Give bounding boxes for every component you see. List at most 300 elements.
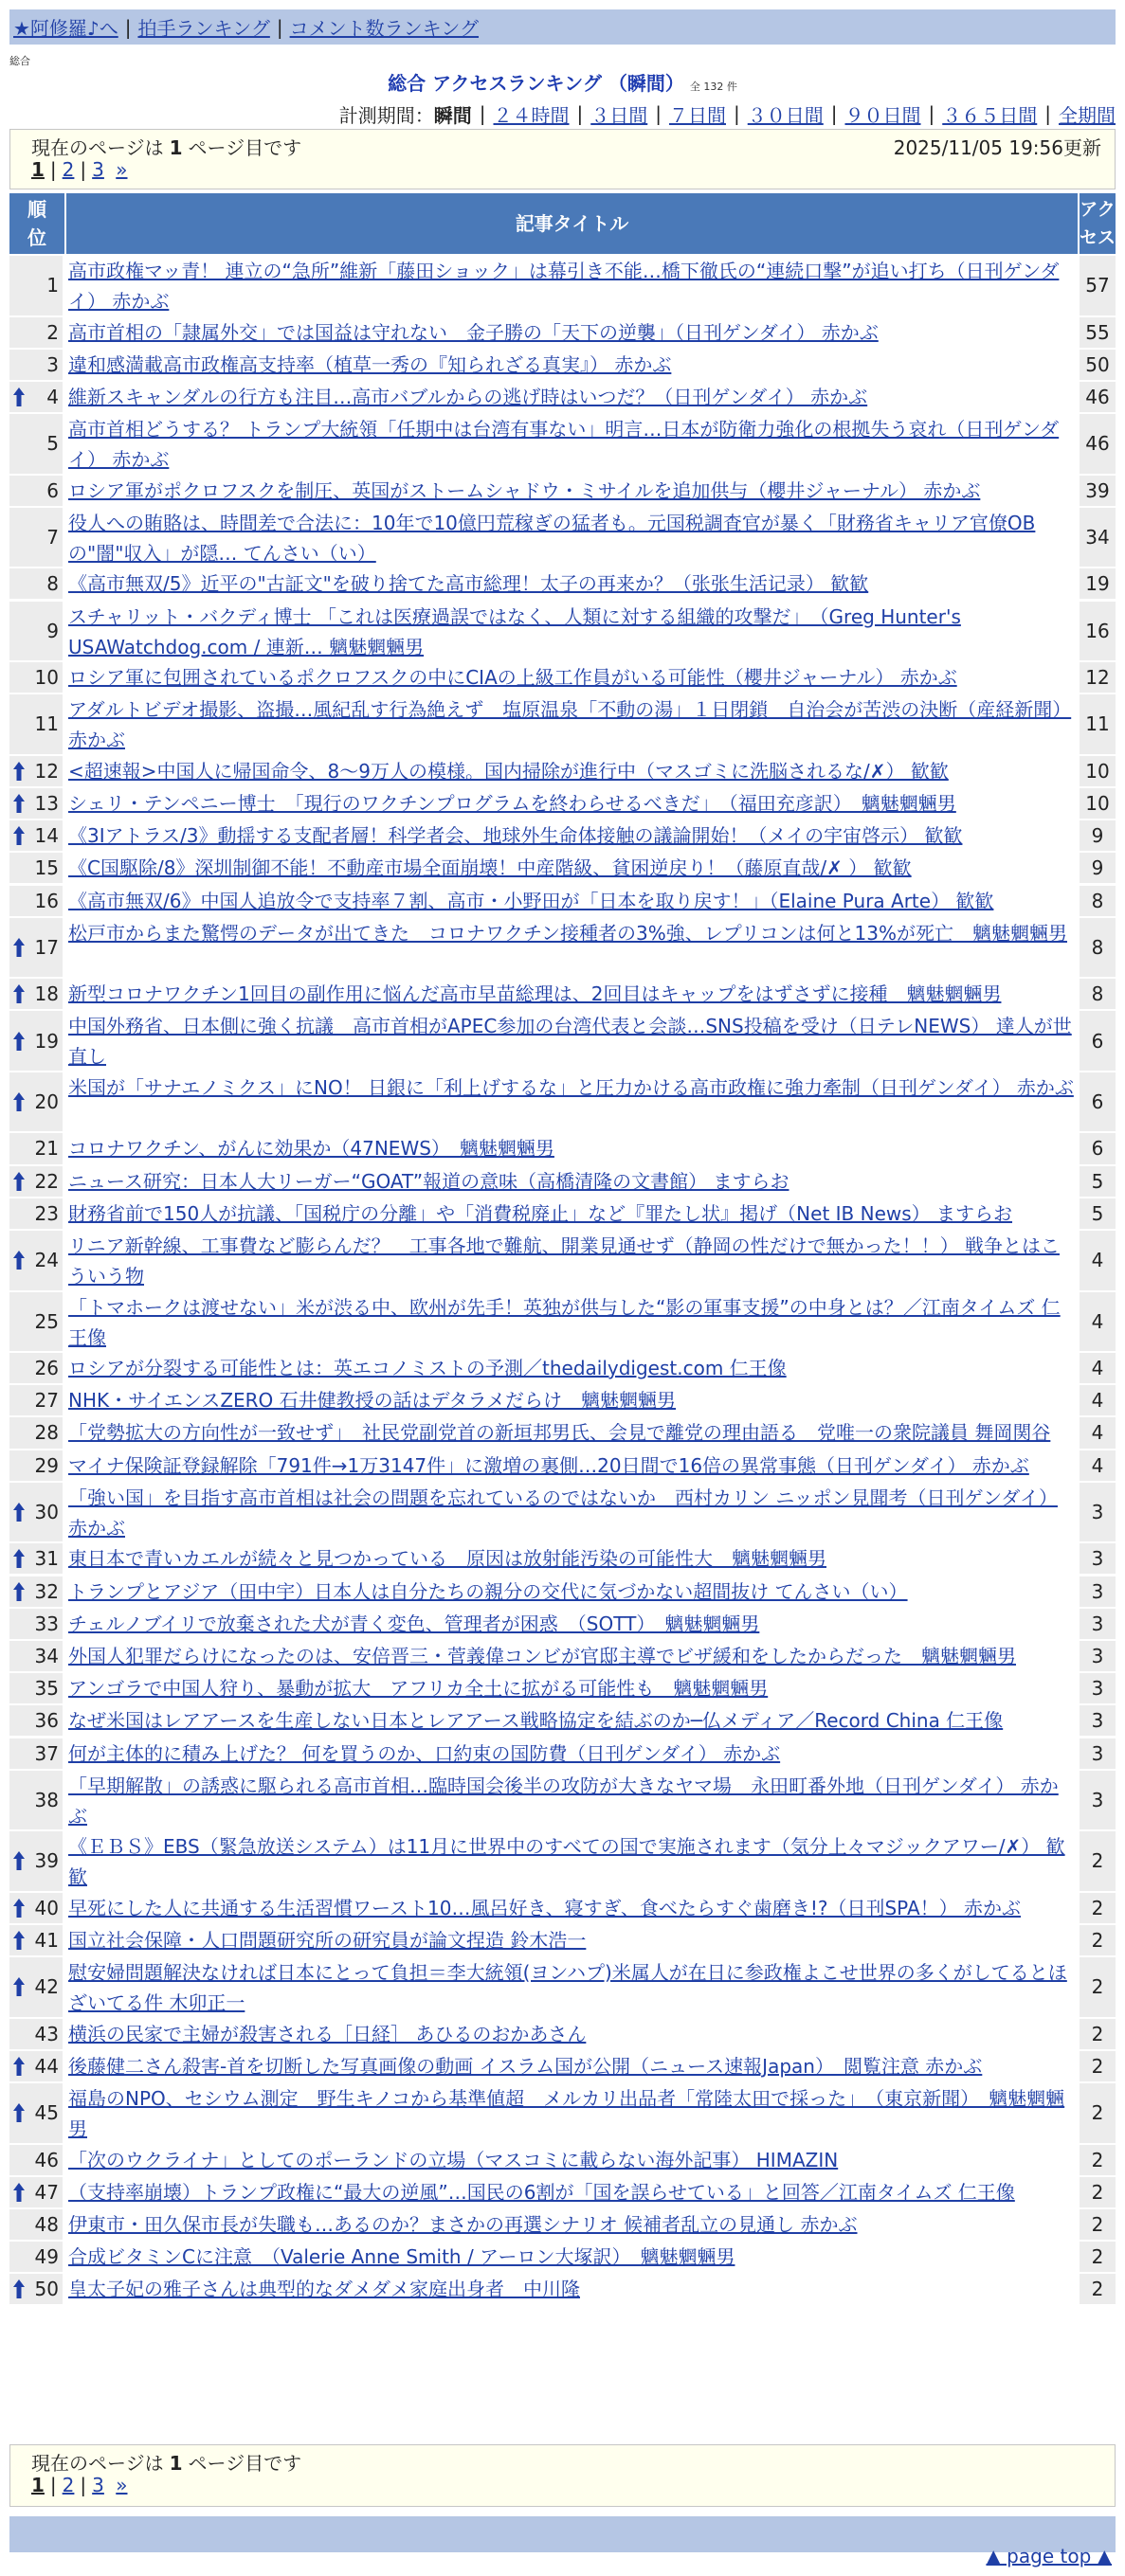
access-count: 9 <box>1091 824 1104 848</box>
period-link[interactable]: ２４時間 <box>493 103 570 127</box>
access-count-cell <box>1080 1231 1116 1290</box>
access-count-cell <box>1080 1925 1116 1955</box>
article-link[interactable]: 《3Iアトラス/3》動揺する支配者層！科学者会、地球外生命体接触の議論開始！（メイの宇宙啓示） 歓歓 <box>68 824 963 848</box>
article-link[interactable]: マイナ保険証登録解除「791件→1万3147件」に激増の裏側…20日間で16倍の異常事態（日刊ゲンダイ） 赤かぶ <box>68 1453 1029 1477</box>
article-link[interactable]: 「次のウクライナ」としてのポーランドの立場（マスコミに載らない海外記事） HIMAZIN <box>68 2148 839 2171</box>
table-row <box>9 1231 1116 1290</box>
rank-cell <box>9 1738 64 1769</box>
title-cell <box>66 1385 1078 1415</box>
article-link[interactable]: 中国外務省、日本側に強く抗議 高市首相がAPEC参加の台湾代表と会談…SNS投稿を受け（日テレNEWS） 達人が世直し <box>68 1015 1072 1069</box>
rank-number: 47 <box>34 2180 59 2204</box>
table-row <box>9 788 1116 819</box>
period-link[interactable]: ９０日間 <box>844 103 921 127</box>
access-count: 2 <box>1091 2148 1104 2171</box>
access-count: 2 <box>1091 2054 1104 2078</box>
rank-cell <box>9 2145 64 2175</box>
article-link[interactable]: 高市首相どうする？ トランプ大統領「任期中は台湾有事ない」明言…日本が防衛力強化の根拠失う哀れ（日刊ゲンダイ） 赤かぶ <box>68 418 1060 472</box>
title-cell <box>66 2274 1078 2304</box>
article-link[interactable]: 財務省前で150人が抗議、「国税庁の分離」や「消費税廃止」など『罪たし状』掲げ（Net IB News） ますらお <box>68 1201 1013 1225</box>
access-count-cell <box>1080 2274 1116 2304</box>
table-row <box>9 1641 1116 1671</box>
title-cell <box>66 1231 1078 1290</box>
period-separator: | <box>734 102 740 125</box>
article-link[interactable]: アンゴラで中国人狩り、暴動が拡大 アフリカ全土に拡がる可能性も 魑魅魍魎男 <box>68 1677 769 1701</box>
title-cell <box>66 979 1078 1009</box>
access-count: 46 <box>1085 385 1110 408</box>
rank-cell <box>9 1771 64 1830</box>
rank-cell <box>9 2177 64 2207</box>
rank-cell <box>9 350 64 380</box>
access-count-cell <box>1080 1576 1116 1607</box>
rank-number: 19 <box>34 1029 59 1053</box>
rank-number: 8 <box>46 572 59 596</box>
article-link[interactable]: 横浜の民家で主婦が殺害される［日経］ あひるのおかあさん <box>68 2022 587 2045</box>
rank-number: 35 <box>34 1677 59 1701</box>
title-cell <box>66 1011 1078 1071</box>
rank-up-arrow-icon <box>12 983 26 1004</box>
rank-cell <box>9 317 64 348</box>
table-row <box>9 979 1116 1009</box>
table-row <box>9 1198 1116 1229</box>
period-separator: | <box>479 102 486 125</box>
access-count-cell <box>1080 2177 1116 2207</box>
rank-number: 33 <box>34 1612 59 1635</box>
access-count-cell <box>1080 1641 1116 1671</box>
rank-up-arrow-icon <box>12 793 26 814</box>
article-link[interactable]: 松戸市からまた驚愕のデータが出てきた コロナワクチン接種者の3%強、レプリコンは何と13%が死亡 魑魅魍魎男 <box>68 921 1067 945</box>
rank-cell <box>9 1641 64 1671</box>
rank-number: 29 <box>34 1453 59 1477</box>
rank-cell <box>9 1831 64 1891</box>
page-info-bottom <box>9 2444 1116 2507</box>
rank-up-arrow-icon <box>12 1171 26 1192</box>
home-link[interactable]: ★阿修羅♪へ <box>13 17 118 40</box>
rank-cell <box>9 853 64 883</box>
column-header-access <box>1080 193 1116 254</box>
page-status-suffix: ページ目です <box>188 2452 302 2475</box>
period-separator: | <box>655 102 662 125</box>
clap-ranking-link[interactable]: 拍手ランキング <box>137 17 270 40</box>
table-row <box>9 476 1116 506</box>
rank-up-arrow-icon <box>12 1250 26 1270</box>
title-cell <box>66 756 1078 786</box>
article-link[interactable]: 維新スキャンダルの行方も注目…高市バブルからの逃げ時はいつだ？（日刊ゲンダイ） 赤かぶ <box>68 385 868 408</box>
access-count-cell <box>1080 1166 1116 1197</box>
table-row <box>9 886 1116 916</box>
rank-up-arrow-icon <box>12 1091 26 1112</box>
rank-number: 6 <box>46 478 59 502</box>
access-count: 2 <box>1091 1896 1104 1919</box>
rank-up-arrow-icon <box>12 2102 26 2123</box>
pagination-page-3[interactable]: 3 <box>92 158 104 181</box>
rank-number: 36 <box>34 1709 59 1733</box>
rank-cell <box>9 1231 64 1290</box>
title-cell <box>66 1483 1078 1542</box>
rank-cell <box>9 886 64 916</box>
title-cell <box>66 1673 1078 1703</box>
article-link[interactable]: 高市政権マッ青！ 連立の“急所”維新「藤田ショック」は幕引き不能…橋下徹氏の“連続口撃”が追い打ち（日刊ゲンダイ） 赤かぶ <box>68 260 1060 313</box>
period-link[interactable]: ３６５日間 <box>942 103 1038 127</box>
rank-number: 22 <box>34 1169 59 1193</box>
rank-up-arrow-icon <box>12 825 26 846</box>
table-row <box>9 414 1116 474</box>
period-link[interactable]: ３日間 <box>590 103 648 127</box>
title-cell <box>66 2209 1078 2240</box>
access-count: 2 <box>1091 2022 1104 2045</box>
rank-cell <box>9 382 64 412</box>
rank-number: 28 <box>34 1421 59 1445</box>
access-count-cell <box>1080 1673 1116 1703</box>
access-count: 2 <box>1091 2180 1104 2204</box>
access-count: 4 <box>1091 1309 1104 1333</box>
rank-cell <box>9 508 64 567</box>
access-count: 11 <box>1085 712 1110 736</box>
article-link[interactable]: 国立社会保障・人口問題研究所の研究員が論文捏造 鈴木浩一 <box>68 1928 587 1952</box>
article-link[interactable]: 早死にした人に共通する生活習慣ワースト10…風呂好き、寝すぎ、食べたらすぐ歯磨き!?（日刊SPA！） 赤かぶ <box>68 1896 1021 1919</box>
access-count: 3 <box>1091 1612 1104 1635</box>
table-row <box>9 1705 1116 1736</box>
rank-cell <box>9 1011 64 1071</box>
access-count: 19 <box>1085 572 1110 596</box>
access-count: 4 <box>1091 1421 1104 1445</box>
period-separator: | <box>1044 102 1051 125</box>
rank-number: 24 <box>34 1249 59 1272</box>
article-link[interactable]: 外国人犯罪だらけになったのは、安倍晋三・菅義偉コンビが官邸主導でビザ緩和をしたからだった 魑魅魍魎男 <box>68 1644 1016 1667</box>
access-count-cell <box>1080 350 1116 380</box>
access-count-cell <box>1080 662 1116 693</box>
table-row <box>9 1417 1116 1448</box>
rank-up-arrow-icon <box>12 1502 26 1522</box>
table-row <box>9 1072 1116 1132</box>
access-count-cell <box>1080 1353 1116 1383</box>
rank-cell <box>9 2019 64 2049</box>
article-link[interactable]: トランプとアジア（田中宇）日本人は自分たちの親分の交代に気づかない超間抜け てんさい（い） <box>68 1579 908 1603</box>
table-row <box>9 1738 1116 1769</box>
pagination-page-2[interactable]: 2 <box>62 158 75 181</box>
rank-up-arrow-icon <box>12 2182 26 2203</box>
rank-cell <box>9 1483 64 1542</box>
table-row <box>9 2177 1116 2207</box>
rank-number: 30 <box>34 1501 59 1524</box>
access-count: 2 <box>1091 2278 1104 2301</box>
access-count-cell <box>1080 1483 1116 1542</box>
pagination-page-2[interactable]: 2 <box>62 2474 75 2496</box>
access-count-cell <box>1080 414 1116 474</box>
title-cell <box>66 1705 1078 1736</box>
table-row <box>9 820 1116 851</box>
access-count-cell <box>1080 1957 1116 2017</box>
title-cell <box>66 2242 1078 2272</box>
page-status-number: 1 <box>169 136 183 159</box>
table-row <box>9 662 1116 693</box>
rank-number: 48 <box>34 2212 59 2236</box>
article-link[interactable]: 「トマホークは渡せない」米が渋る中、欧州が先手！英独が供与した“影の軍事支援”の中身とは？／江南タイムズ 仁王像 <box>68 1295 1061 1349</box>
table-row <box>9 317 1116 348</box>
rank-cell <box>9 1385 64 1415</box>
column-header-access-line2: セス <box>1080 227 1116 248</box>
access-count-cell <box>1080 382 1116 412</box>
access-count-cell <box>1080 1771 1116 1830</box>
article-link[interactable]: 「強い国」を目指す高市首相は社会の問題を忘れているのではないか 西村カリン ニッポン見聞考（日刊ゲンダイ） 赤かぶ <box>68 1486 1058 1540</box>
column-header-access-line1: アク <box>1080 199 1116 220</box>
rank-cell <box>9 1705 64 1736</box>
pagination-separator: | <box>49 2474 57 2496</box>
access-count-cell <box>1080 1738 1116 1769</box>
table-row <box>9 918 1116 978</box>
article-link[interactable]: 《高市無双/6》中国人追放令で支持率７割、高市・小野田が「日本を取り戻す！」（Elaine Pura Arte） 歓歓 <box>68 889 994 912</box>
access-count: 57 <box>1085 274 1110 297</box>
access-count: 2 <box>1091 1928 1104 1952</box>
rank-cell <box>9 602 64 661</box>
rank-cell <box>9 1133 64 1163</box>
access-count: 2 <box>1091 1849 1104 1873</box>
pagination-next[interactable]: » <box>116 158 128 181</box>
rank-up-arrow-icon <box>12 1548 26 1569</box>
access-count: 10 <box>1085 791 1110 815</box>
access-count: 3 <box>1091 1547 1104 1571</box>
access-count-cell <box>1080 476 1116 506</box>
title-cell <box>66 2019 1078 2049</box>
article-link[interactable]: 米国が「サナエノミクス」にNO！ 日銀に「利上げするな」と圧力かける高市政権に強力牽制（日刊ゲンダイ） 赤かぶ <box>68 1075 1074 1099</box>
article-link[interactable]: 《高市無双/5》近平の"古証文"を破り捨てた高市総理！太子の再来か？（张张生活记录） 歓歓 <box>68 572 869 596</box>
rank-number: 42 <box>34 1975 59 1999</box>
rank-cell <box>9 1893 64 1923</box>
article-link[interactable]: ロシアが分裂する可能性とは：英エコノミストの予測／thedailydigest.com 仁王像 <box>68 1357 787 1379</box>
access-count: 8 <box>1091 935 1104 959</box>
access-count-cell <box>1080 694 1116 754</box>
article-link[interactable]: 違和感満載高市政権高支持率（植草一秀の『知られざる真実』） 赤かぶ <box>68 352 672 376</box>
article-link[interactable]: 《ＥＢＳ》EBS（緊急放送システム）は11月に世界中のすべての国で実施されます（気分上々マジックアワー/✗） 歓歓 <box>68 1835 1065 1889</box>
title-cell <box>66 1292 1078 1352</box>
article-link[interactable]: 何が主体的に積み上げた？ 何を買うのか、口約束の国防費（日刊ゲンダイ） 赤かぶ <box>68 1741 781 1765</box>
comment-ranking-link[interactable]: コメント数ランキング <box>289 17 480 40</box>
pagination-page-3[interactable]: 3 <box>92 2474 104 2496</box>
rank-cell <box>9 568 64 599</box>
article-link[interactable]: なぜ米国はレアアースを生産しない日本とレアアース戦略協定を結ぶのか─仏メディア／Record China 仁王像 <box>68 1709 1004 1733</box>
access-count-cell <box>1080 1450 1116 1481</box>
access-count: 6 <box>1091 1137 1104 1161</box>
article-link[interactable]: 合成ビタミンCに注意 （Valerie Anne Smith / アーロン大塚訳） 魑魅魍魎男 <box>68 2245 735 2269</box>
rank-number: 1 <box>46 274 59 297</box>
access-count-cell <box>1080 568 1116 599</box>
access-count-cell <box>1080 853 1116 883</box>
rank-up-arrow-icon <box>12 2056 26 2077</box>
article-link[interactable]: リニア新幹線、工事費など膨らんだ？ 工事各地で難航、開業見通せず（静岡の性だけで無かった！！） 戦争とはこういう物 <box>68 1234 1060 1288</box>
article-link[interactable]: 「党勢拡大の方向性が一致せず」 社民党副党首の新垣邦男氏、会見で離党の理由語る 党唯一の衆院議員 舞岡関谷 <box>68 1421 1051 1445</box>
article-link[interactable]: コロナワクチン、がんに効果か（47NEWS） 魑魅魍魎男 <box>68 1137 554 1161</box>
access-count-cell <box>1080 918 1116 978</box>
table-row <box>9 1133 1116 1163</box>
table-row <box>9 1609 1116 1639</box>
rank-cell <box>9 1576 64 1607</box>
rank-up-arrow-icon <box>12 1581 26 1602</box>
rank-cell <box>9 756 64 786</box>
title-cell <box>66 350 1078 380</box>
nav-separator: | <box>276 15 283 39</box>
period-link[interactable]: 全期間 <box>1059 103 1116 127</box>
column-header-rank-line1: 順 <box>27 198 46 221</box>
article-link[interactable]: ニュース研究：日本人大リーガー“GOAT”報道の意味（高橋清隆の文書館） ますらお <box>68 1169 789 1193</box>
access-count: 8 <box>1091 889 1104 912</box>
access-count-cell <box>1080 1705 1116 1736</box>
access-count: 3 <box>1091 1788 1104 1811</box>
page-status-prefix: 現在のページは <box>31 2452 164 2475</box>
access-count: 3 <box>1091 1741 1104 1765</box>
pagination <box>31 158 128 181</box>
page-status <box>31 133 301 160</box>
rank-cell <box>9 820 64 851</box>
rank-up-arrow-icon <box>12 1898 26 1918</box>
access-count: 4 <box>1091 1357 1104 1380</box>
rank-number: 18 <box>34 982 59 1006</box>
access-count: 3 <box>1091 1677 1104 1701</box>
period-link[interactable]: ３０日間 <box>747 103 824 127</box>
period-separator: | <box>928 102 935 125</box>
access-count: 4 <box>1091 1249 1104 1272</box>
pagination-separator: | <box>80 2474 87 2496</box>
rank-cell <box>9 2051 64 2081</box>
table-row <box>9 1893 1116 1923</box>
period-separator: | <box>576 102 584 125</box>
rank-number: 23 <box>34 1201 59 1225</box>
page-status <box>31 2448 301 2476</box>
article-link[interactable]: ロシア軍に包囲されているポクロフスクの中にCIAの上級工作員がいる可能性（櫻井ジャーナル） 赤かぶ <box>68 666 957 689</box>
pagination-separator: | <box>49 158 57 181</box>
pagination <box>31 2474 128 2496</box>
access-count: 10 <box>1085 759 1110 783</box>
rank-cell <box>9 2274 64 2304</box>
access-count-cell <box>1080 1292 1116 1352</box>
title-cell <box>66 694 1078 754</box>
title-cell <box>66 1576 1078 1607</box>
rank-number: 4 <box>46 385 59 408</box>
access-count: 12 <box>1085 666 1110 690</box>
table-row <box>9 1292 1116 1352</box>
access-count: 5 <box>1091 1169 1104 1193</box>
table-row <box>9 2274 1116 2304</box>
rank-number: 43 <box>34 2022 59 2045</box>
access-count-cell <box>1080 2083 1116 2143</box>
article-link[interactable]: 慰安婦問題解決なければ日本にとって負担＝李大統領(ヨンハプ)米属人が在日に参政権よこせ世界の多くがしてるとほざいてる件 木卯正一 <box>68 1961 1067 2015</box>
rank-cell <box>9 1166 64 1197</box>
rank-up-arrow-icon <box>12 2279 26 2299</box>
article-link[interactable]: NHK・サイエンスZERO 石井健教授の話はデタラメだらけ 魑魅魍魎男 <box>68 1389 677 1413</box>
rank-number: 9 <box>46 619 59 642</box>
article-link[interactable]: シェリ・テンペニー博士 「現行のワクチンプログラムを終わらせるべきだ」 （福田充彦訳） 魑魅魍魎男 <box>68 791 956 815</box>
access-count: 39 <box>1085 478 1110 502</box>
article-link[interactable]: 新型コロナワクチン1回目の副作用に悩んだ高市早苗総理は、2回目はキャップをはずさずに接種 魑魅魍魎男 <box>68 982 1002 1006</box>
article-link[interactable]: スチャリット・バクディ博士 「これは医療過誤ではなく、人類に対する組織的攻撃だ」 （Greg Hunter's USAWatchdog.com / 連新… 魑魅魍魎男 <box>68 604 961 658</box>
table-row <box>9 382 1116 412</box>
access-count: 2 <box>1091 2212 1104 2236</box>
rank-cell <box>9 2242 64 2272</box>
article-link[interactable]: 「早期解散」の誘惑に駆られる高市首相…臨時国会後半の攻防が大きなヤマ場 永田町番外地（日刊ゲンダイ） 赤かぶ <box>68 1774 1059 1828</box>
title-cell <box>66 1771 1078 1830</box>
pagination-page-1[interactable]: 1 <box>31 2474 45 2496</box>
article-link[interactable]: <超速報>中国人に帰国命令、8～9万人の模様。国内掃除が進行中（マスゴミに洗脳されるな/✗） 歓歓 <box>68 759 949 783</box>
title-cell <box>66 1957 1078 2017</box>
rank-number: 16 <box>34 889 59 912</box>
rank-up-arrow-icon <box>12 937 26 958</box>
table-row <box>9 1385 1116 1415</box>
title-cell <box>66 1641 1078 1671</box>
rank-cell <box>9 414 64 474</box>
rank-number: 14 <box>34 824 59 848</box>
updated-timestamp: 2025/11/05 19:56更新 <box>893 136 1101 159</box>
table-row <box>9 1483 1116 1542</box>
access-count-cell <box>1080 820 1116 851</box>
table-row <box>9 508 1116 567</box>
article-link[interactable]: 東日本で青いカエルが続々と見つかっている 原因は放射能汚染の可能性大 魑魅魍魎男 <box>68 1547 826 1571</box>
rank-number: 44 <box>34 2054 59 2078</box>
article-link[interactable]: 高市首相の「隷属外交」では国益は守れない 金子勝の「天下の逆襲」（日刊ゲンダイ） 赤かぶ <box>68 320 879 344</box>
article-link[interactable]: アダルトビデオ撮影、盗撮…風紀乱す行為絶えず 塩原温泉「不動の湯」１日閉鎖 自治会が苦渋の決断（産経新聞） 赤かぶ <box>68 698 1072 752</box>
table-row <box>9 602 1116 661</box>
access-count: 3 <box>1091 1709 1104 1733</box>
article-link[interactable]: 後藤健二さん殺害-首を切断した写真画像の動画 イスラム国が公開（ニュース速報Japan） 閲覧注意 赤かぶ <box>68 2054 983 2078</box>
title-cell <box>66 2083 1078 2143</box>
title-cell <box>66 1166 1078 1197</box>
title-cell <box>66 918 1078 978</box>
access-count-cell <box>1080 256 1116 315</box>
access-count-cell <box>1080 2051 1116 2081</box>
access-count-cell <box>1080 1609 1116 1639</box>
title-cell <box>66 256 1078 315</box>
rank-number: 45 <box>34 2101 59 2125</box>
access-count-cell <box>1080 1893 1116 1923</box>
article-link[interactable]: 《C国駆除/8》深圳制御不能！不動産市場全面崩壊！中産階級、貧困逆戻り！（藤原直哉/✗ ） 歓歓 <box>68 856 912 880</box>
rank-number: 46 <box>34 2148 59 2171</box>
article-link[interactable]: 伊東市・田久保市長が失職も…あるのか？まさかの再選シナリオ 候補者乱立の見通し 赤かぶ <box>68 2212 858 2236</box>
page-top-link[interactable]: ▲ page top ▲ <box>986 2545 1112 2567</box>
pagination-separator: | <box>80 158 87 181</box>
article-link[interactable]: 皇太子妃の雅子さんは典型的なダメダメ家庭出身者 中川隆 <box>68 2278 580 2301</box>
access-count-cell <box>1080 788 1116 819</box>
pagination-page-1[interactable]: 1 <box>31 158 45 181</box>
rank-cell <box>9 1353 64 1383</box>
rank-cell <box>9 1292 64 1352</box>
article-link[interactable]: （支持率崩壊）トランプ政権に“最大の逆風”…国民の6割が「国を誤らせている」と回答／江南タイムズ 仁王像 <box>68 2180 1015 2204</box>
rank-cell <box>9 1198 64 1229</box>
article-link[interactable]: 福島のNPO、セシウム測定 野生キノコから基準値超 メルカリ出品者「常陸太田で採った」 （東京新聞） 魑魅魍魎男 <box>68 2087 1065 2140</box>
title-cell <box>66 476 1078 506</box>
table-row <box>9 694 1116 754</box>
access-count: 16 <box>1085 619 1110 642</box>
title-cell <box>66 1925 1078 1955</box>
period-link[interactable]: ７日間 <box>669 103 726 127</box>
pagination-next[interactable]: » <box>116 2474 128 2496</box>
rank-number: 49 <box>34 2245 59 2269</box>
rank-number: 31 <box>34 1547 59 1571</box>
rank-number: 50 <box>34 2278 59 2301</box>
rank-cell <box>9 1673 64 1703</box>
access-count: 3 <box>1091 1644 1104 1667</box>
title-cell <box>66 820 1078 851</box>
table-row <box>9 2242 1116 2272</box>
article-link[interactable]: チェルノブイリで放棄された犬が青く変色、管理者が困惑 （SOTT） 魑魅魍魎男 <box>68 1612 760 1635</box>
article-link[interactable]: 役人への賄賂は、時間差で合法に：10年で10億円荒稼ぎの猛者も。元国税調査官が暴く「財務省キャリア官僚OBの"闇"収入」が隠… てんさい（い） <box>68 511 1036 565</box>
title-cell <box>66 414 1078 474</box>
title-cell <box>66 2145 1078 2175</box>
footer-bar <box>9 2516 1116 2552</box>
rank-number: 37 <box>34 1741 59 1765</box>
rank-number: 41 <box>34 1928 59 1952</box>
access-count: 3 <box>1091 1501 1104 1524</box>
table-row <box>9 2209 1116 2240</box>
table-row <box>9 1957 1116 2017</box>
article-link[interactable]: ロシア軍がポクロフスクを制圧、英国がストームシャドウ・ミサイルを追加供与（櫻井ジャーナル） 赤かぶ <box>68 478 981 502</box>
access-count-cell <box>1080 1417 1116 1448</box>
